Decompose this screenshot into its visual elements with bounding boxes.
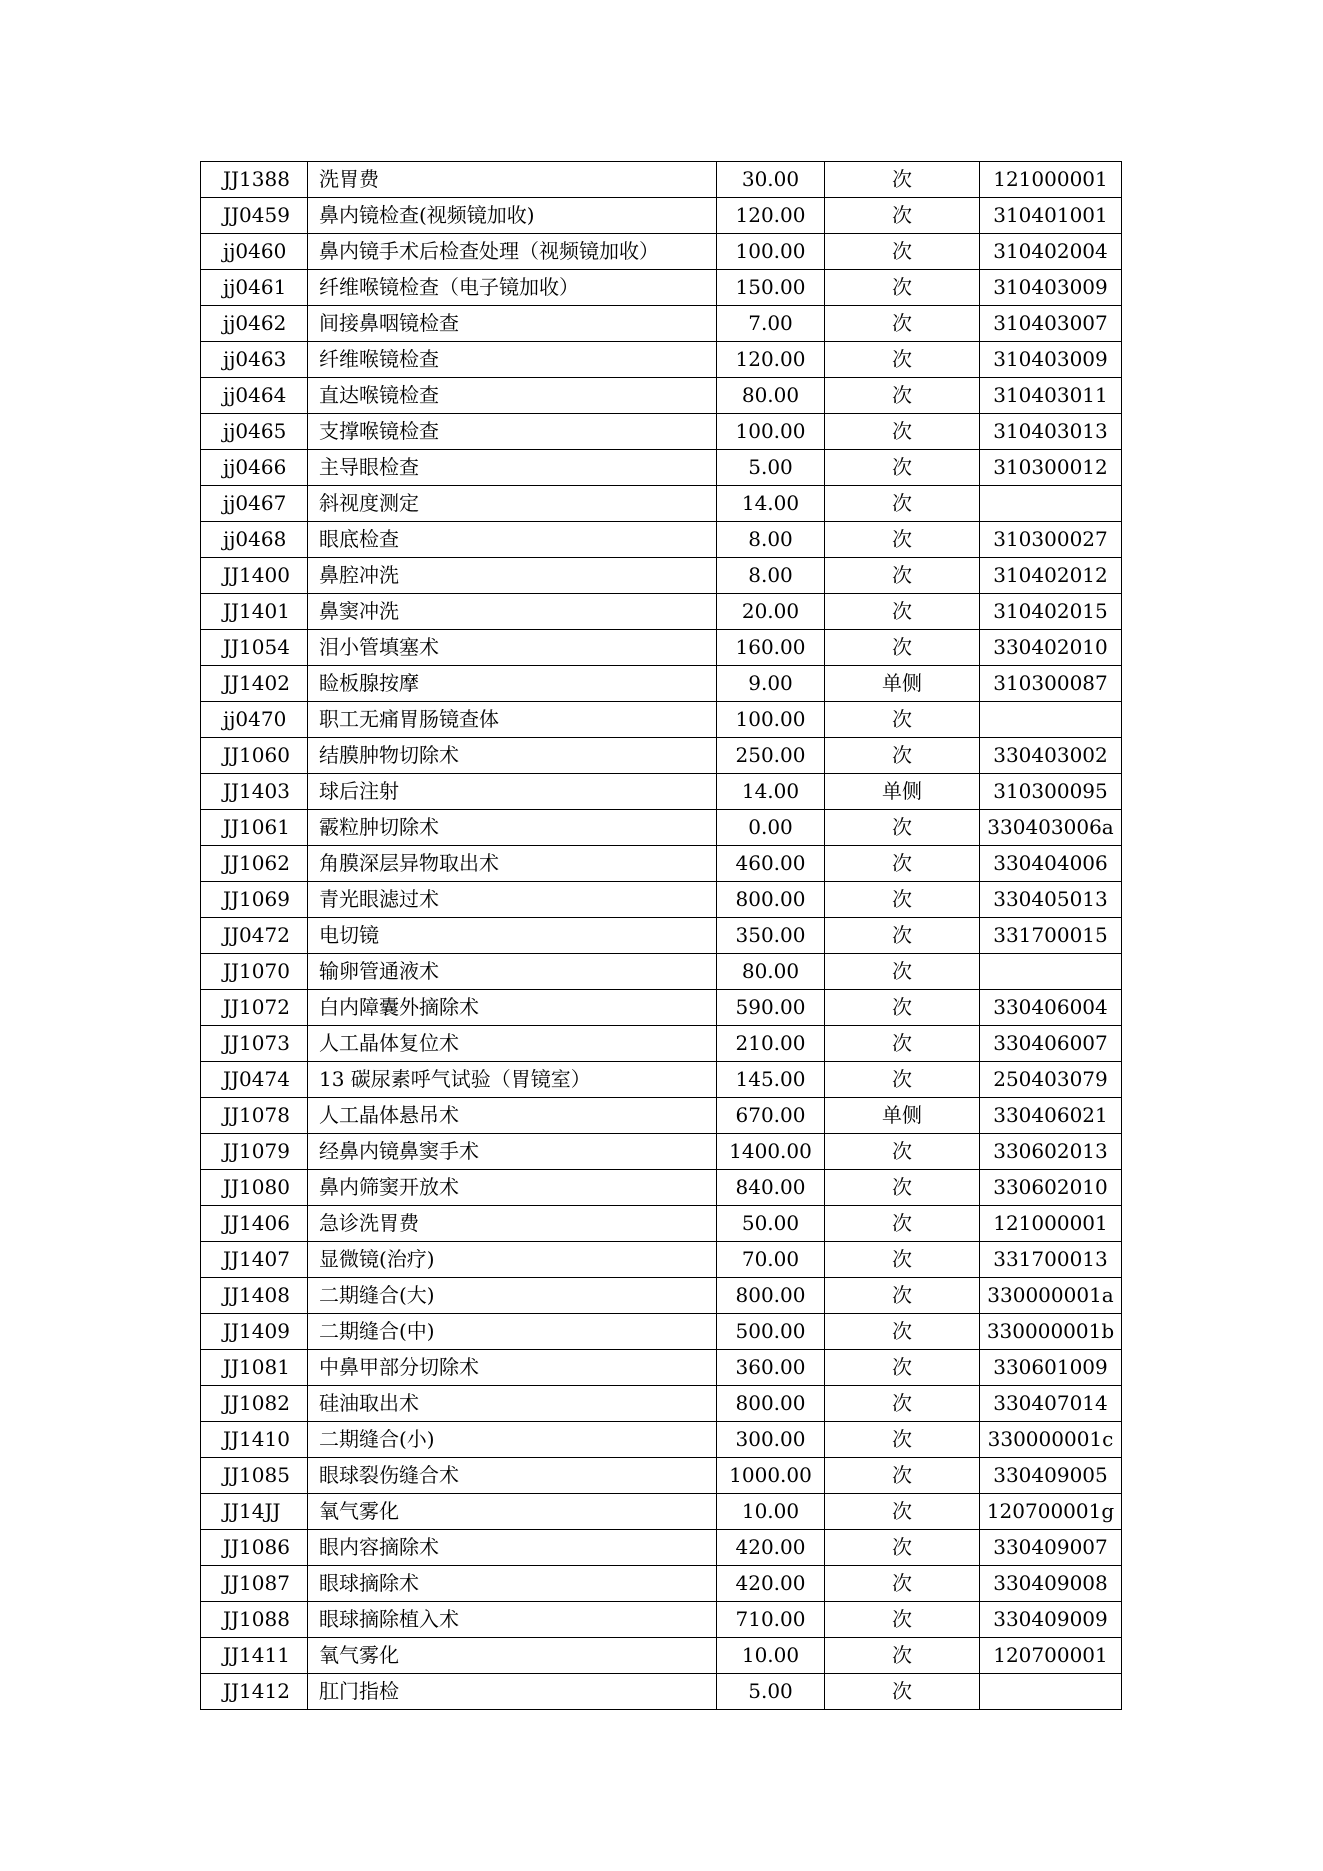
table-row xyxy=(201,918,1122,954)
table-row xyxy=(201,1098,1122,1134)
item-unit-cell: 次 xyxy=(825,1350,980,1386)
item-name-cell: 眼球摘除植入术 xyxy=(308,1602,717,1638)
item-unit-cell: 次 xyxy=(825,306,980,342)
fee-table xyxy=(200,161,1122,1710)
item-price-cell: 9.00 xyxy=(717,666,825,702)
item-name-cell: 电切镜 xyxy=(308,918,717,954)
item-name-cell: 二期缝合(小) xyxy=(308,1422,717,1458)
item-unit-cell: 次 xyxy=(825,1278,980,1314)
item-name-cell: 支撑喉镜检查 xyxy=(308,414,717,450)
item-code-cell: JJ1088 xyxy=(201,1602,308,1638)
item-unit-cell: 次 xyxy=(825,918,980,954)
table-row xyxy=(201,1170,1122,1206)
table-row xyxy=(201,1314,1122,1350)
item-unit-cell: 次 xyxy=(825,990,980,1026)
table-row xyxy=(201,810,1122,846)
item-unit-cell: 次 xyxy=(825,1062,980,1098)
item-unit-cell: 次 xyxy=(825,198,980,234)
item-unit-cell: 次 xyxy=(825,1242,980,1278)
item-code-cell: jj0460 xyxy=(201,234,308,270)
item-price-cell: 710.00 xyxy=(717,1602,825,1638)
item-code-cell: JJ1411 xyxy=(201,1638,308,1674)
item-name-cell: 斜视度测定 xyxy=(308,486,717,522)
item-unit-cell: 次 xyxy=(825,1638,980,1674)
item-name-cell: 肛门指检 xyxy=(308,1674,717,1710)
item-unit-cell: 次 xyxy=(825,522,980,558)
item-code-cell: JJ1054 xyxy=(201,630,308,666)
table-row xyxy=(201,1602,1122,1638)
table-row xyxy=(201,738,1122,774)
item-unit-cell: 次 xyxy=(825,738,980,774)
item-unit-cell: 次 xyxy=(825,630,980,666)
item-code-cell: jj0465 xyxy=(201,414,308,450)
item-standard-code-cell: 310402012 xyxy=(980,558,1122,594)
item-price-cell: 80.00 xyxy=(717,378,825,414)
item-standard-code-cell: 120700001 xyxy=(980,1638,1122,1674)
item-price-cell: 670.00 xyxy=(717,1098,825,1134)
item-code-cell: JJ1061 xyxy=(201,810,308,846)
item-standard-code-cell: 310403013 xyxy=(980,414,1122,450)
table-row xyxy=(201,702,1122,738)
item-standard-code-cell: 330405013 xyxy=(980,882,1122,918)
item-unit-cell: 次 xyxy=(825,846,980,882)
item-price-cell: 145.00 xyxy=(717,1062,825,1098)
table-row xyxy=(201,378,1122,414)
item-code-cell: JJ1070 xyxy=(201,954,308,990)
table-row xyxy=(201,1674,1122,1710)
item-name-cell: 输卵管通液术 xyxy=(308,954,717,990)
table-row xyxy=(201,1350,1122,1386)
table-row xyxy=(201,198,1122,234)
item-code-cell: JJ1069 xyxy=(201,882,308,918)
item-unit-cell: 次 xyxy=(825,1422,980,1458)
table-row xyxy=(201,1566,1122,1602)
item-code-cell: JJ1403 xyxy=(201,774,308,810)
item-code-cell: JJ0459 xyxy=(201,198,308,234)
item-price-cell: 20.00 xyxy=(717,594,825,630)
item-code-cell: jj0467 xyxy=(201,486,308,522)
item-name-cell: 氧气雾化 xyxy=(308,1638,717,1674)
item-standard-code-cell: 310300012 xyxy=(980,450,1122,486)
item-code-cell: jj0466 xyxy=(201,450,308,486)
item-unit-cell: 次 xyxy=(825,378,980,414)
table-row xyxy=(201,486,1122,522)
item-price-cell: 8.00 xyxy=(717,558,825,594)
item-name-cell: 直达喉镜检查 xyxy=(308,378,717,414)
table-row xyxy=(201,1062,1122,1098)
item-price-cell: 5.00 xyxy=(717,450,825,486)
table-row xyxy=(201,882,1122,918)
item-name-cell: 角膜深层异物取出术 xyxy=(308,846,717,882)
item-price-cell: 1400.00 xyxy=(717,1134,825,1170)
item-standard-code-cell: 330602013 xyxy=(980,1134,1122,1170)
item-price-cell: 8.00 xyxy=(717,522,825,558)
table-row xyxy=(201,306,1122,342)
item-price-cell: 120.00 xyxy=(717,198,825,234)
item-name-cell: 纤维喉镜检查（电子镜加收） xyxy=(308,270,717,306)
item-code-cell: JJ1078 xyxy=(201,1098,308,1134)
item-price-cell: 30.00 xyxy=(717,162,825,198)
item-code-cell: JJ14JJ xyxy=(201,1494,308,1530)
table-row xyxy=(201,522,1122,558)
item-code-cell: JJ1409 xyxy=(201,1314,308,1350)
table-row xyxy=(201,162,1122,198)
table-row xyxy=(201,1530,1122,1566)
table-row xyxy=(201,1278,1122,1314)
item-standard-code-cell: 330406021 xyxy=(980,1098,1122,1134)
item-standard-code-cell xyxy=(980,1674,1122,1710)
item-unit-cell: 次 xyxy=(825,1674,980,1710)
item-unit-cell: 单侧 xyxy=(825,666,980,702)
item-standard-code-cell: 310300087 xyxy=(980,666,1122,702)
item-standard-code-cell: 310403009 xyxy=(980,342,1122,378)
item-code-cell: JJ1072 xyxy=(201,990,308,1026)
table-row xyxy=(201,270,1122,306)
table-row xyxy=(201,954,1122,990)
item-code-cell: JJ1062 xyxy=(201,846,308,882)
table-row xyxy=(201,630,1122,666)
item-standard-code-cell: 331700013 xyxy=(980,1242,1122,1278)
table-row xyxy=(201,1386,1122,1422)
item-standard-code-cell: 330409008 xyxy=(980,1566,1122,1602)
item-unit-cell: 次 xyxy=(825,270,980,306)
item-name-cell: 经鼻内镜鼻窦手术 xyxy=(308,1134,717,1170)
item-unit-cell: 次 xyxy=(825,1530,980,1566)
item-name-cell: 13 碳尿素呼气试验（胃镜室） xyxy=(308,1062,717,1098)
table-row xyxy=(201,1242,1122,1278)
item-name-cell: 眼底检查 xyxy=(308,522,717,558)
table-row xyxy=(201,1026,1122,1062)
item-code-cell: jj0464 xyxy=(201,378,308,414)
item-unit-cell: 次 xyxy=(825,1170,980,1206)
item-code-cell: JJ1079 xyxy=(201,1134,308,1170)
item-name-cell: 鼻内镜手术后检查处理（视频镜加收） xyxy=(308,234,717,270)
item-standard-code-cell: 330000001c xyxy=(980,1422,1122,1458)
item-name-cell: 人工晶体悬吊术 xyxy=(308,1098,717,1134)
item-price-cell: 80.00 xyxy=(717,954,825,990)
item-code-cell: jj0470 xyxy=(201,702,308,738)
table-row xyxy=(201,1206,1122,1242)
item-name-cell: 眼球摘除术 xyxy=(308,1566,717,1602)
item-code-cell: jj0462 xyxy=(201,306,308,342)
item-unit-cell: 次 xyxy=(825,1314,980,1350)
item-price-cell: 100.00 xyxy=(717,234,825,270)
item-price-cell: 10.00 xyxy=(717,1494,825,1530)
item-standard-code-cell: 330407014 xyxy=(980,1386,1122,1422)
table-row xyxy=(201,594,1122,630)
item-standard-code-cell xyxy=(980,954,1122,990)
item-standard-code-cell: 121000001 xyxy=(980,162,1122,198)
item-unit-cell: 次 xyxy=(825,1206,980,1242)
item-unit-cell: 次 xyxy=(825,954,980,990)
item-name-cell: 职工无痛胃肠镜查体 xyxy=(308,702,717,738)
item-price-cell: 500.00 xyxy=(717,1314,825,1350)
item-unit-cell: 次 xyxy=(825,486,980,522)
item-name-cell: 主导眼检查 xyxy=(308,450,717,486)
item-price-cell: 120.00 xyxy=(717,342,825,378)
item-standard-code-cell: 310403011 xyxy=(980,378,1122,414)
fee-table-body xyxy=(201,162,1122,1710)
item-unit-cell: 次 xyxy=(825,162,980,198)
item-standard-code-cell: 310401001 xyxy=(980,198,1122,234)
item-name-cell: 硅油取出术 xyxy=(308,1386,717,1422)
item-unit-cell: 次 xyxy=(825,1494,980,1530)
item-standard-code-cell: 310300095 xyxy=(980,774,1122,810)
item-name-cell: 二期缝合(中) xyxy=(308,1314,717,1350)
item-name-cell: 霰粒肿切除术 xyxy=(308,810,717,846)
item-standard-code-cell: 330409007 xyxy=(980,1530,1122,1566)
item-standard-code-cell: 330406007 xyxy=(980,1026,1122,1062)
item-standard-code-cell: 121000001 xyxy=(980,1206,1122,1242)
item-code-cell: JJ1412 xyxy=(201,1674,308,1710)
item-standard-code-cell xyxy=(980,702,1122,738)
item-name-cell: 中鼻甲部分切除术 xyxy=(308,1350,717,1386)
item-standard-code-cell: 310403007 xyxy=(980,306,1122,342)
item-unit-cell: 单侧 xyxy=(825,1098,980,1134)
item-code-cell: JJ0472 xyxy=(201,918,308,954)
item-price-cell: 420.00 xyxy=(717,1566,825,1602)
item-code-cell: jj0463 xyxy=(201,342,308,378)
item-unit-cell: 次 xyxy=(825,414,980,450)
table-row xyxy=(201,1458,1122,1494)
item-name-cell: 人工晶体复位术 xyxy=(308,1026,717,1062)
item-name-cell: 纤维喉镜检查 xyxy=(308,342,717,378)
item-price-cell: 0.00 xyxy=(717,810,825,846)
item-name-cell: 眼球裂伤缝合术 xyxy=(308,1458,717,1494)
item-name-cell: 二期缝合(大) xyxy=(308,1278,717,1314)
item-name-cell: 球后注射 xyxy=(308,774,717,810)
item-code-cell: JJ1073 xyxy=(201,1026,308,1062)
table-row xyxy=(201,558,1122,594)
item-name-cell: 青光眼滤过术 xyxy=(308,882,717,918)
item-unit-cell: 次 xyxy=(825,234,980,270)
item-unit-cell: 次 xyxy=(825,1566,980,1602)
item-code-cell: JJ1081 xyxy=(201,1350,308,1386)
item-price-cell: 360.00 xyxy=(717,1350,825,1386)
item-code-cell: JJ1407 xyxy=(201,1242,308,1278)
item-price-cell: 840.00 xyxy=(717,1170,825,1206)
table-row xyxy=(201,990,1122,1026)
item-standard-code-cell: 310402004 xyxy=(980,234,1122,270)
item-code-cell: JJ1086 xyxy=(201,1530,308,1566)
item-price-cell: 210.00 xyxy=(717,1026,825,1062)
item-standard-code-cell: 310402015 xyxy=(980,594,1122,630)
table-row xyxy=(201,846,1122,882)
item-unit-cell: 次 xyxy=(825,1026,980,1062)
item-price-cell: 100.00 xyxy=(717,414,825,450)
item-code-cell: JJ0474 xyxy=(201,1062,308,1098)
item-code-cell: JJ1406 xyxy=(201,1206,308,1242)
item-price-cell: 50.00 xyxy=(717,1206,825,1242)
item-code-cell: JJ1080 xyxy=(201,1170,308,1206)
item-unit-cell: 单侧 xyxy=(825,774,980,810)
item-standard-code-cell: 330602010 xyxy=(980,1170,1122,1206)
item-price-cell: 160.00 xyxy=(717,630,825,666)
item-standard-code-cell: 330403002 xyxy=(980,738,1122,774)
item-name-cell: 显微镜(治疗) xyxy=(308,1242,717,1278)
item-standard-code-cell: 330601009 xyxy=(980,1350,1122,1386)
item-code-cell: JJ1401 xyxy=(201,594,308,630)
item-name-cell: 急诊洗胃费 xyxy=(308,1206,717,1242)
item-name-cell: 间接鼻咽镜检查 xyxy=(308,306,717,342)
item-price-cell: 800.00 xyxy=(717,1278,825,1314)
item-standard-code-cell: 330404006 xyxy=(980,846,1122,882)
table-row xyxy=(201,1134,1122,1170)
table-row xyxy=(201,234,1122,270)
table-row xyxy=(201,450,1122,486)
item-name-cell: 睑板腺按摩 xyxy=(308,666,717,702)
table-row xyxy=(201,414,1122,450)
item-name-cell: 氧气雾化 xyxy=(308,1494,717,1530)
item-price-cell: 7.00 xyxy=(717,306,825,342)
item-unit-cell: 次 xyxy=(825,594,980,630)
item-unit-cell: 次 xyxy=(825,810,980,846)
item-unit-cell: 次 xyxy=(825,1134,980,1170)
item-price-cell: 150.00 xyxy=(717,270,825,306)
item-price-cell: 420.00 xyxy=(717,1530,825,1566)
item-unit-cell: 次 xyxy=(825,702,980,738)
item-standard-code-cell: 330409009 xyxy=(980,1602,1122,1638)
item-code-cell: JJ1060 xyxy=(201,738,308,774)
item-price-cell: 300.00 xyxy=(717,1422,825,1458)
table-row xyxy=(201,1638,1122,1674)
item-price-cell: 5.00 xyxy=(717,1674,825,1710)
item-price-cell: 10.00 xyxy=(717,1638,825,1674)
item-standard-code-cell: 330000001b xyxy=(980,1314,1122,1350)
item-unit-cell: 次 xyxy=(825,450,980,486)
item-name-cell: 鼻腔冲洗 xyxy=(308,558,717,594)
item-standard-code-cell: 310300027 xyxy=(980,522,1122,558)
item-code-cell: jj0461 xyxy=(201,270,308,306)
item-code-cell: JJ1388 xyxy=(201,162,308,198)
item-code-cell: JJ1400 xyxy=(201,558,308,594)
item-standard-code-cell: 330000001a xyxy=(980,1278,1122,1314)
item-standard-code-cell: 310403009 xyxy=(980,270,1122,306)
item-standard-code-cell: 331700015 xyxy=(980,918,1122,954)
item-name-cell: 结膜肿物切除术 xyxy=(308,738,717,774)
table-row xyxy=(201,1422,1122,1458)
item-standard-code-cell: 330406004 xyxy=(980,990,1122,1026)
item-price-cell: 800.00 xyxy=(717,1386,825,1422)
table-row xyxy=(201,342,1122,378)
item-unit-cell: 次 xyxy=(825,1602,980,1638)
item-standard-code-cell: 330409005 xyxy=(980,1458,1122,1494)
table-row xyxy=(201,1494,1122,1530)
item-price-cell: 250.00 xyxy=(717,738,825,774)
table-row xyxy=(201,666,1122,702)
item-price-cell: 800.00 xyxy=(717,882,825,918)
item-code-cell: JJ1408 xyxy=(201,1278,308,1314)
item-code-cell: jj0468 xyxy=(201,522,308,558)
item-name-cell: 白内障囊外摘除术 xyxy=(308,990,717,1026)
item-price-cell: 14.00 xyxy=(717,486,825,522)
item-price-cell: 460.00 xyxy=(717,846,825,882)
table-row xyxy=(201,774,1122,810)
item-unit-cell: 次 xyxy=(825,558,980,594)
item-code-cell: JJ1082 xyxy=(201,1386,308,1422)
item-price-cell: 14.00 xyxy=(717,774,825,810)
item-price-cell: 350.00 xyxy=(717,918,825,954)
item-name-cell: 洗胃费 xyxy=(308,162,717,198)
item-price-cell: 70.00 xyxy=(717,1242,825,1278)
item-standard-code-cell: 120700001g xyxy=(980,1494,1122,1530)
item-standard-code-cell xyxy=(980,486,1122,522)
item-unit-cell: 次 xyxy=(825,1386,980,1422)
item-name-cell: 眼内容摘除术 xyxy=(308,1530,717,1566)
item-unit-cell: 次 xyxy=(825,882,980,918)
item-name-cell: 鼻内镜检查(视频镜加收) xyxy=(308,198,717,234)
item-price-cell: 1000.00 xyxy=(717,1458,825,1494)
item-standard-code-cell: 330402010 xyxy=(980,630,1122,666)
item-name-cell: 鼻窦冲洗 xyxy=(308,594,717,630)
item-price-cell: 100.00 xyxy=(717,702,825,738)
item-standard-code-cell: 250403079 xyxy=(980,1062,1122,1098)
item-name-cell: 泪小管填塞术 xyxy=(308,630,717,666)
item-code-cell: JJ1410 xyxy=(201,1422,308,1458)
item-standard-code-cell: 330403006a xyxy=(980,810,1122,846)
item-code-cell: JJ1402 xyxy=(201,666,308,702)
item-unit-cell: 次 xyxy=(825,1458,980,1494)
item-name-cell: 鼻内筛窦开放术 xyxy=(308,1170,717,1206)
item-unit-cell: 次 xyxy=(825,342,980,378)
item-price-cell: 590.00 xyxy=(717,990,825,1026)
item-code-cell: JJ1085 xyxy=(201,1458,308,1494)
item-code-cell: JJ1087 xyxy=(201,1566,308,1602)
